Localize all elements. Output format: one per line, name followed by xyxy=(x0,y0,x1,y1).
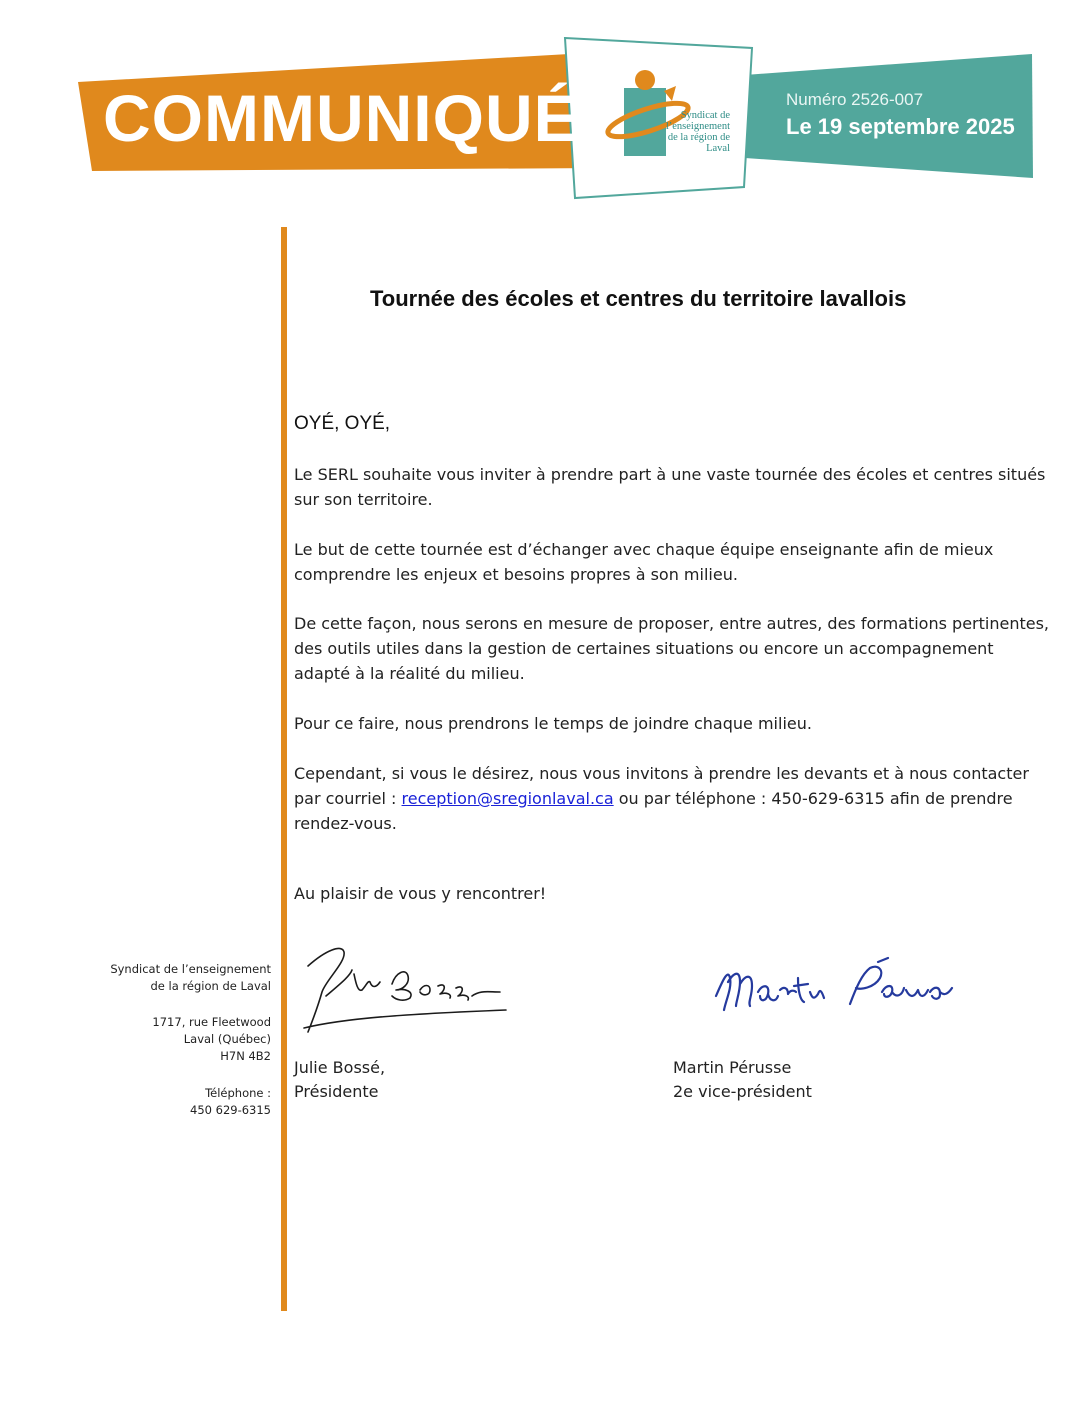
vertical-divider xyxy=(281,227,287,1311)
email-link[interactable]: reception@sregionlaval.ca xyxy=(401,789,614,808)
signatory-name: Julie Bossé, xyxy=(294,1058,386,1077)
sidebar-address xyxy=(60,1014,271,1065)
paragraph: Le but de cette tournée est d’échanger avec chaque équipe enseignante afin de mieux comprendre les enjeux et besoins propres à son milieu. xyxy=(294,540,994,584)
paragraph: De cette façon, nous serons en mesure de proposer, entre autres, des formations pertinentes, des outils utiles dans la gestion de certaines situations ou encore un accompagnement adapté à la réalité du milieu. xyxy=(294,614,1049,683)
signatory-role: 2e vice-président xyxy=(673,1082,812,1101)
signatory-name: Martin Pérusse xyxy=(673,1058,792,1077)
address-line: Laval (Québec) xyxy=(183,1032,271,1046)
phone-label: Téléphone : xyxy=(205,1086,271,1100)
issue-date: Le 19 septembre 2025 xyxy=(786,114,1015,139)
sidebar-organization xyxy=(60,961,271,995)
signature-julie-bosse xyxy=(296,940,516,1040)
greeting: OYÉ, OYÉ, xyxy=(294,413,391,434)
banner-title: COMMUNIQUÉ xyxy=(103,81,579,155)
issue-number: Numéro 2526-007 xyxy=(786,90,924,109)
document-title: Tournée des écoles et centres du territoire lavallois xyxy=(370,286,907,311)
contact-text-before: Cependant, si vous le désirez, nous vous invitons à prendre les devants et à nous contacter par courriel : xyxy=(294,764,1029,808)
signatory-role: Présidente xyxy=(294,1082,379,1101)
address-line: H7N 4B2 xyxy=(220,1049,271,1063)
signature-martin-perusse xyxy=(706,952,956,1022)
org-line: Syndicat de l’enseignement xyxy=(110,962,271,976)
paragraph: Pour ce faire, nous prendrons le temps de joindre chaque milieu. xyxy=(294,714,812,733)
contact-paragraph xyxy=(294,761,1054,836)
address-line: 1717, rue Fleetwood xyxy=(152,1015,271,1029)
sidebar-phone xyxy=(60,1085,271,1119)
contact-text-after: ou par téléphone : 450-629-6315 afin de prendre rendez-vous. xyxy=(294,789,1013,833)
closing-line: Au plaisir de vous y rencontrer! xyxy=(294,884,547,903)
paragraph: Le SERL souhaite vous inviter à prendre part à une vaste tournée des écoles et centres situés sur son territoire. xyxy=(294,465,1046,509)
logo-text: Syndicat de l’enseignement de la région de Laval xyxy=(665,110,730,154)
org-line: de la région de Laval xyxy=(150,979,271,993)
phone-number: 450 629-6315 xyxy=(190,1103,271,1117)
